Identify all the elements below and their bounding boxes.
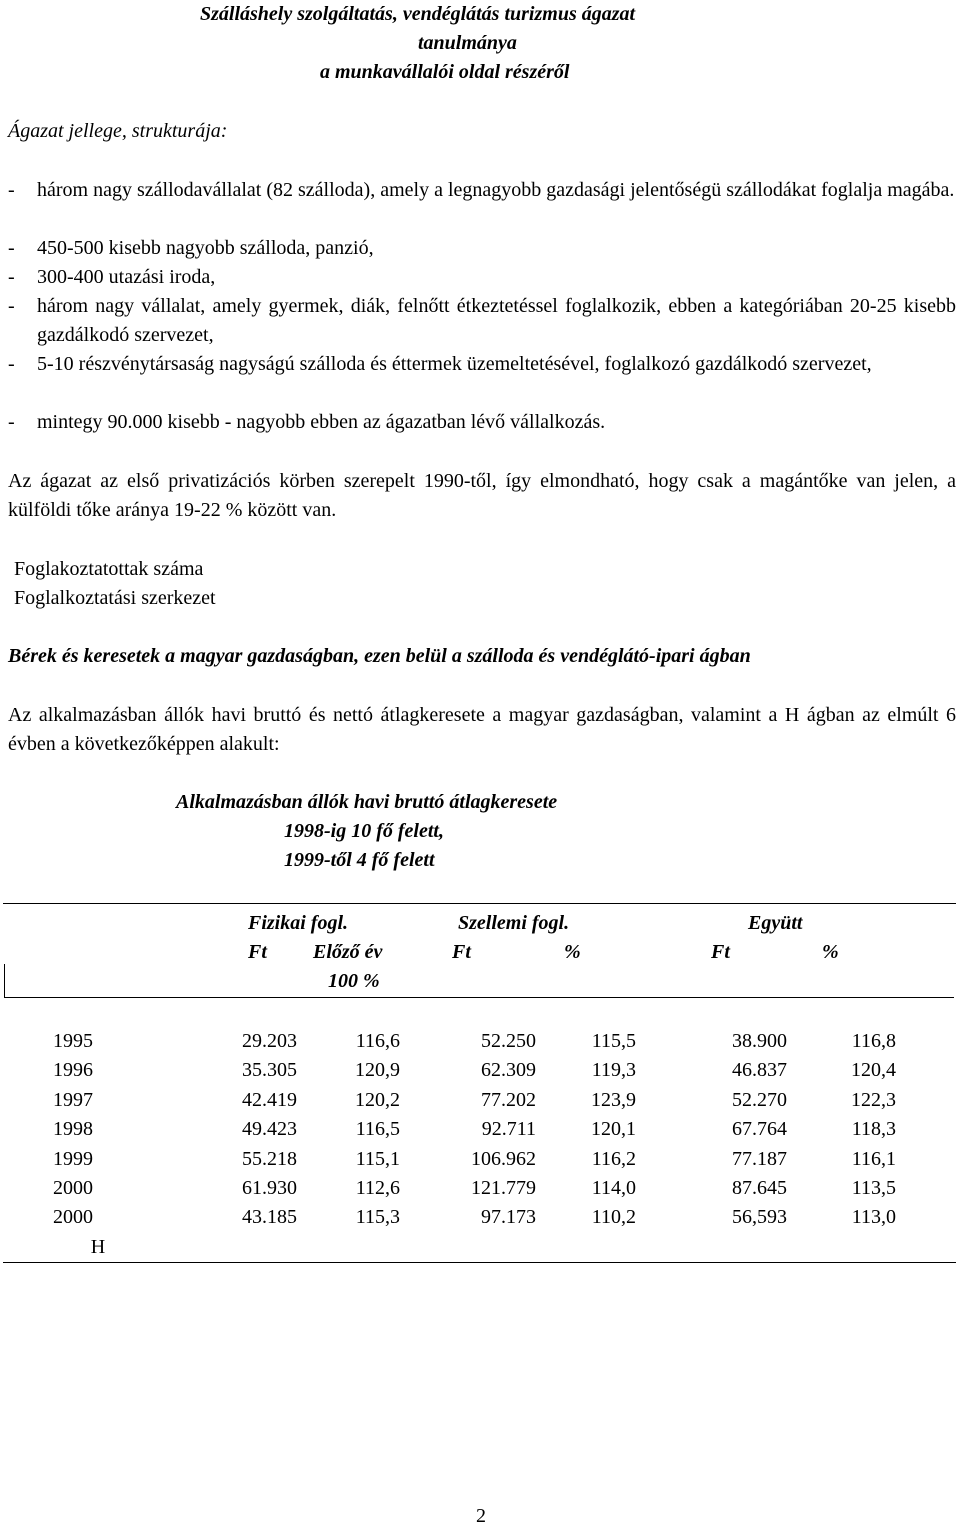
list-item-text: három nagy szállodavállalat (82 szálloda), amely a legnagyobb gazdasági jelentőségü szállodákat foglalja magába.	[37, 179, 955, 201]
paragraph-privatization: Az ágazat az első privatizációs körben szerepelt 1990-től, így elmondható, hogy csak a magántőke van jelen, a külföldi tőke aránya 19-22 % között van.	[8, 470, 956, 521]
cell-year: 1999	[53, 1147, 93, 1170]
section-heading-wages: Bérek és keresetek a magyar gazdaságban, ezen belül a szálloda és vendéglátó-ipari ágban	[8, 645, 751, 667]
cell-ft1: 35.305	[242, 1059, 297, 1082]
cell-ft3: 38.900	[732, 1030, 787, 1052]
col-group-intellectual: Szellemi fogl.	[458, 912, 570, 934]
col-head-previous-year-base: 100 %	[328, 970, 380, 992]
header-line-1: Szálláshely szolgáltatás, vendéglátás turizmus ágazat	[200, 3, 636, 25]
cell-ft3: 46.837	[732, 1059, 787, 1082]
cell-p1: 115,1	[355, 1147, 400, 1170]
table-title-line-3: 1999-től 4 fő felett	[284, 849, 435, 871]
cell-ft2: 121.779	[471, 1177, 536, 1199]
cell-p1: 120,2	[355, 1088, 400, 1111]
cell-p3: 116,1	[851, 1147, 896, 1170]
col-head-pct-3: %	[822, 941, 839, 963]
col-group-total: Együtt	[748, 912, 803, 934]
cell-p3: 113,0	[851, 1206, 896, 1229]
list-item-text: 5-10 részvénytársaság nagyságú szálloda és éttermek üzemeltetésével, foglalkozó gazdálkodó szervezet,	[37, 353, 872, 375]
cell-p1: 116,5	[355, 1118, 400, 1141]
cell-year: 1997	[53, 1088, 93, 1111]
cell-p1: 116,6	[355, 1030, 400, 1052]
cell-p2: 116,2	[591, 1147, 636, 1170]
col-head-ft-2: Ft	[452, 941, 471, 963]
col-head-previous-year: Előző év	[313, 941, 383, 963]
section-title: Ágazat jellege, strukturája:	[8, 120, 228, 142]
cell-p1: 112,6	[355, 1177, 400, 1199]
cell-ft1: 49.423	[242, 1118, 297, 1141]
cell-p3: 113,5	[851, 1177, 896, 1199]
cell-p1: 115,3	[355, 1206, 400, 1229]
cell-year: 1995	[53, 1030, 93, 1052]
table-top-rule	[3, 903, 956, 904]
cell-year: 2000	[53, 1206, 93, 1229]
cell-ft3: 56,593	[732, 1206, 787, 1229]
table-header-left-border	[4, 964, 5, 998]
cell-ft2: 52.250	[481, 1030, 536, 1052]
cell-year: 1996	[53, 1059, 93, 1082]
list-dash: -	[8, 353, 15, 375]
cell-ft3: 52.270	[732, 1088, 787, 1111]
cell-ft3: 67.764	[732, 1118, 787, 1141]
header-line-2: tanulmánya	[418, 32, 517, 54]
cell-p2: 114,0	[591, 1177, 636, 1199]
cell-year: 2000	[53, 1177, 93, 1199]
cell-year-suffix: H	[90, 1235, 106, 1258]
cell-ft1: 61.930	[242, 1177, 297, 1199]
list-dash: -	[8, 411, 15, 433]
cell-p2: 119,3	[591, 1059, 636, 1082]
table-bottom-rule	[3, 1262, 956, 1263]
cell-p3: 122,3	[851, 1088, 896, 1111]
topic-employment-structure: Foglalkoztatási szerkezet	[14, 587, 216, 609]
list-dash: -	[8, 237, 15, 259]
col-head-ft-3: Ft	[711, 941, 730, 963]
cell-ft2: 77.202	[481, 1088, 536, 1111]
col-head-pct-2: %	[564, 941, 581, 963]
cell-p2: 120,1	[591, 1118, 636, 1141]
cell-ft1: 55.218	[242, 1147, 297, 1170]
page-number: 2	[476, 1505, 486, 1527]
list-item-text: 300-400 utazási iroda,	[37, 266, 216, 288]
cell-p2: 123,9	[591, 1088, 636, 1111]
list-item-text: 450-500 kisebb nagyobb szálloda, panzió,	[37, 237, 374, 259]
table-title-line-2: 1998-ig 10 fő felett,	[284, 820, 444, 842]
table-header-rule	[4, 997, 954, 998]
cell-ft2: 97.173	[481, 1206, 536, 1229]
col-head-ft-1: Ft	[248, 941, 267, 963]
cell-ft2: 106.962	[471, 1147, 536, 1170]
cell-ft1: 43.185	[242, 1206, 297, 1229]
list-dash: -	[8, 179, 15, 201]
cell-p1: 120,9	[355, 1059, 400, 1082]
list-item-text: mintegy 90.000 kisebb - nagyobb ebben az ágazatban lévő vállalkozás.	[37, 411, 606, 433]
cell-ft2: 92.711	[481, 1118, 536, 1141]
header-line-3: a munkavállalói oldal részéről	[320, 61, 570, 83]
cell-p2: 110,2	[591, 1206, 636, 1229]
cell-ft1: 42.419	[242, 1088, 297, 1111]
cell-ft2: 62.309	[481, 1059, 536, 1082]
cell-year: 1998	[53, 1118, 93, 1141]
list-item-text: három nagy vállalat, amely gyermek, diák, felnőtt étkeztetéssel foglalkozik, ebben a kategóriában 20-25 kisebb gazdálkodó szervezet,	[37, 295, 956, 346]
cell-ft3: 87.645	[732, 1177, 787, 1199]
topic-employees-count: Foglakoztatottak száma	[14, 558, 204, 580]
list-dash: -	[8, 266, 15, 288]
cell-ft1: 29.203	[242, 1030, 297, 1052]
paragraph-wages: Az alkalmazásban állók havi bruttó és nettó átlagkeresete a magyar gazdaságban, valamint a H ágban az elmúlt 6 évben a következőképpen alakult:	[8, 704, 956, 755]
cell-p3: 116,8	[851, 1030, 896, 1052]
cell-p3: 118,3	[851, 1118, 896, 1141]
cell-ft3: 77.187	[732, 1147, 787, 1170]
col-group-physical: Fizikai fogl.	[248, 912, 349, 934]
cell-p2: 115,5	[591, 1030, 636, 1052]
cell-p3: 120,4	[851, 1059, 896, 1082]
table-title-line-1: Alkalmazásban állók havi bruttó átlagkeresete	[176, 791, 558, 813]
list-dash: -	[8, 295, 15, 317]
